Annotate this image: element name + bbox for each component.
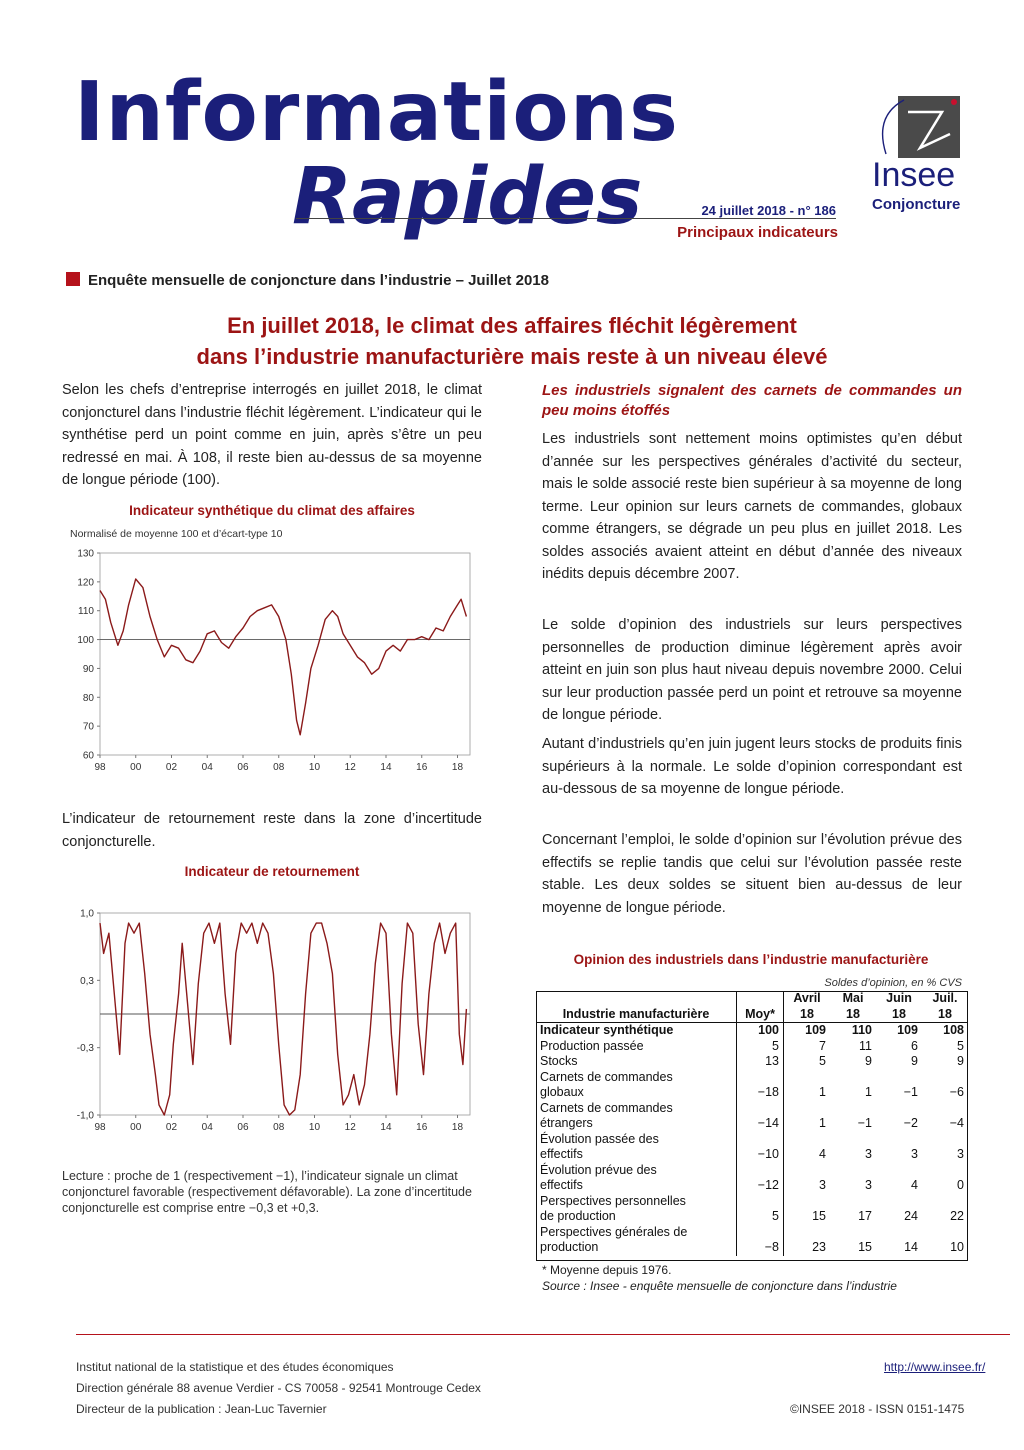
table-row (536, 1132, 968, 1163)
table-row (536, 1070, 968, 1101)
headline (60, 310, 964, 372)
masthead-title-line2: Rapides (292, 152, 643, 242)
table-header-row (536, 991, 968, 1023)
right-subheading: Les industriels signalent des carnets de commandes un peu moins étoffés (542, 382, 962, 419)
x-tick-label: 00 (130, 762, 142, 773)
retournement-paragraph: L’indicateur de retournement reste dans la zone d’incertitude conjoncturelle. (62, 811, 482, 850)
series-line (100, 923, 466, 1115)
table-row (536, 1039, 968, 1055)
table-cell: 100 (737, 1023, 784, 1039)
y-tick-label: 90 (82, 663, 94, 675)
footer-director: Directeur de la publication : Jean-Luc Tavernier (76, 1402, 327, 1416)
headline-line1: En juillet 2018, le climat des affaires fléchit légèrement (227, 313, 797, 338)
y-tick-label: 70 (82, 721, 94, 733)
table-cell: 109 (805, 1023, 826, 1037)
chart-frame (100, 553, 470, 755)
headline-line2: dans l’industrie manufacturière mais reste à un niveau élevé (196, 344, 828, 369)
table-cell: 11 (859, 1038, 872, 1053)
x-tick-label: 10 (308, 1122, 321, 1133)
table-row (536, 1225, 968, 1256)
table-cell: 9 (911, 1054, 918, 1068)
issue-number: 24 juillet 2018 - n° 186 (701, 203, 836, 218)
table-cell: −8 (737, 1225, 784, 1256)
table-cell: 23 (812, 1240, 826, 1254)
table-cell: 10 (950, 1240, 964, 1254)
table-header-col: Mai 18 (830, 991, 876, 1023)
table-cell: 3 (911, 1147, 918, 1161)
insee-logo (868, 96, 968, 220)
y-tick-label: 60 (82, 750, 94, 762)
table-cell: 9 (957, 1054, 964, 1068)
x-tick-label: 04 (201, 1122, 213, 1133)
series-line (100, 579, 466, 735)
table-cell: 9 (865, 1054, 872, 1068)
table-cell: 7 (819, 1038, 826, 1053)
table-cell: 24 (904, 1209, 918, 1223)
x-tick-label: 02 (165, 762, 178, 773)
y-tick-label: -0,3 (76, 1043, 94, 1055)
table-cell: 22 (950, 1209, 964, 1223)
x-tick-label: 18 (451, 1122, 464, 1133)
table-cell: 0 (957, 1178, 964, 1192)
table-cell: 1 (819, 1085, 826, 1099)
footer-copyright: ©INSEE 2018 - ISSN 0151-1475 (790, 1402, 965, 1416)
chart2-title: Indicateur de retournement (184, 864, 360, 879)
logo-section: Conjoncture (872, 196, 961, 213)
table-cell: −14 (737, 1101, 784, 1132)
table-cell: −4 (949, 1116, 964, 1130)
x-tick-label: 06 (237, 1122, 249, 1133)
table-cell: 15 (858, 1240, 872, 1254)
table-source: Source : Insee - enquête mensuelle de conjoncture dans l’industrie (542, 1279, 897, 1293)
table-cell: 110 (851, 1023, 872, 1037)
footer-divider (76, 1334, 1010, 1335)
table-header-col: Avril 18 (784, 991, 831, 1023)
x-tick-label: 98 (94, 1122, 106, 1133)
y-tick-label: 1,0 (80, 908, 94, 920)
table-caption: Soldes d’opinion, en % CVS (824, 977, 962, 989)
table-row-label: Indicateur synthétique (536, 1023, 737, 1039)
footer-institute: Institut national de la statistique et des études économiques (76, 1360, 394, 1374)
table-row-label: Production passée (536, 1039, 737, 1055)
table-cell: −2 (903, 1116, 918, 1130)
table-header-col: Juin 18 (876, 991, 922, 1023)
y-tick-label: 80 (82, 692, 94, 704)
table-row-label: Carnets de commandes étrangers (536, 1101, 737, 1132)
survey-title (66, 272, 549, 289)
table-cell: 1 (865, 1085, 872, 1099)
x-tick-label: 18 (451, 762, 464, 773)
table-cell: −12 (737, 1163, 784, 1194)
table-cell: 3 (865, 1178, 872, 1192)
table-row-label: Évolution passée des effectifs (536, 1132, 737, 1163)
right-paragraph-4: Concernant l’emploi, le solde d’opinion sur l’évolution prévue des effectifs se replie tandis que celui sur l’évolution passée reste stable. Les deux soldes se situent bien au-dessus de leur moyenne de longue période. (542, 832, 962, 916)
table-cell: 3 (819, 1178, 826, 1192)
footer-address: Direction générale 88 avenue Verdier - CS 70058 - 92541 Montrouge Cedex (76, 1381, 481, 1395)
chart2-retournement (60, 905, 482, 1140)
table-cell: 6 (911, 1038, 918, 1053)
table-cell: −6 (949, 1085, 964, 1099)
table-footnote: * Moyenne depuis 1976. (542, 1263, 672, 1277)
table-cell: 5 (737, 1039, 784, 1055)
logo-name: Insee (872, 156, 956, 194)
table-cell: 5 (737, 1194, 784, 1225)
table-cell: 4 (911, 1178, 918, 1192)
red-square-bullet-icon (66, 272, 80, 286)
table-row (536, 1163, 968, 1194)
table-row-label: Perspectives personnelles de production (536, 1194, 737, 1225)
masthead-divider (296, 218, 836, 219)
table-cell: 17 (858, 1209, 872, 1223)
survey-title-text: Enquête mensuelle de conjoncture dans l’industrie – Juillet 2018 (88, 272, 549, 289)
table-row-label: Perspectives générales de production (536, 1225, 737, 1256)
y-tick-label: 100 (77, 635, 94, 647)
table-cell: 4 (819, 1147, 826, 1161)
table-cell: 13 (737, 1054, 784, 1070)
x-tick-label: 12 (344, 1122, 356, 1133)
table-row (536, 1101, 968, 1132)
table-cell: 1 (819, 1116, 826, 1130)
intro-paragraph: Selon les chefs d’entreprise interrogés en juillet 2018, le climat conjoncturel dans l’industrie fléchit légèrement. L’indicateur qui le synthétise perd un point comme en juin, après s’être un peu redressé en mai. À 108, il reste bien au-dessus de sa moyenne de longue période (100). (62, 382, 482, 488)
x-tick-label: 12 (344, 762, 356, 773)
right-paragraph-3: Autant d’industriels qu’en juin jugent leurs stocks de produits finis supérieurs à la normale. Le solde d’opinion correspondant est au-dessous de sa moyenne de longue période. (542, 736, 962, 797)
table-row-label: Évolution prévue des effectifs (536, 1163, 737, 1194)
chart1-title: Indicateur synthétique du climat des affaires (129, 503, 415, 518)
table-row (536, 1194, 968, 1225)
x-tick-label: 14 (380, 762, 392, 773)
x-tick-label: 08 (273, 1122, 285, 1133)
table-header-label: Industrie manufacturière (536, 991, 737, 1023)
table-cell: 14 (904, 1240, 918, 1254)
x-tick-label: 14 (380, 1122, 392, 1133)
table-cell: 108 (943, 1023, 964, 1037)
x-tick-label: 98 (94, 762, 106, 773)
reading-note: Lecture : proche de 1 (respectivement −1), l’indicateur signale un climat conjoncturel favorable (respectivement défavorable). La zone d’incertitude conjoncturelle est comprise entre −0,3 et +0,3. (62, 1169, 472, 1215)
table-cell: −18 (737, 1070, 784, 1101)
table-header-col: Moy* (737, 991, 784, 1023)
table-row-label: Carnets de commandes globaux (536, 1070, 737, 1101)
table-cell: 3 (957, 1147, 964, 1161)
table-cell: −10 (737, 1132, 784, 1163)
chart1-climat-affaires (60, 545, 482, 780)
x-tick-label: 16 (416, 762, 428, 773)
table-row-label: Stocks (536, 1054, 737, 1070)
x-tick-label: 00 (130, 1122, 142, 1133)
x-tick-label: 06 (237, 762, 249, 773)
x-tick-label: 02 (165, 1122, 178, 1133)
table-header-col: Juil. 18 (922, 991, 968, 1023)
table-cell: 15 (812, 1209, 826, 1223)
table-cell: −1 (903, 1085, 918, 1099)
right-paragraph-2: Le solde d’opinion des industriels sur leurs perspectives personnelles de production diminue légèrement après avoir atteint en juin son plus haut niveau depuis novembre 2000. Celui sur leur production passée perd un point et retrouve sa moyenne de longue période. (542, 617, 962, 723)
publication-type: Principaux indicateurs (677, 224, 838, 241)
y-tick-label: -1,0 (76, 1110, 94, 1122)
x-tick-label: 10 (308, 762, 321, 773)
table-title: Opinion des industriels dans l’industrie manufacturière (573, 952, 929, 967)
y-tick-label: 130 (77, 548, 94, 560)
x-tick-label: 04 (201, 762, 213, 773)
table-row (536, 1023, 968, 1039)
table-cell: 5 (819, 1054, 826, 1068)
table-cell: 3 (865, 1147, 872, 1161)
opinion-table (536, 991, 968, 1256)
table-row (536, 1054, 968, 1070)
table-cell: 5 (957, 1038, 964, 1053)
table-cell: 109 (897, 1023, 918, 1037)
right-paragraph-1: Les industriels sont nettement moins optimistes qu’en début d’année sur les perspectives générales d’activité du secteur, mais le solde associé reste bien supérieur à sa moyenne de long terme. Leur opinion sur leurs carnets de commandes, globaux comme étrangers, se dégrade un peu plus en juillet 2018. Les soldes associés avaient atteint en début d’année des niveaux inédits depuis décembre 2007. (542, 431, 962, 582)
x-tick-label: 16 (416, 1122, 428, 1133)
chart1-subtitle: Normalisé de moyenne 100 et d’écart-type 10 (70, 528, 283, 540)
footer-url-link[interactable]: http://www.insee.fr/ (884, 1360, 986, 1374)
y-tick-label: 120 (77, 577, 94, 589)
y-tick-label: 0,3 (80, 975, 94, 987)
table-cell: −1 (857, 1116, 872, 1130)
x-tick-label: 08 (273, 762, 285, 773)
masthead-title-line1: Informations (74, 65, 679, 160)
y-tick-label: 110 (78, 606, 94, 618)
